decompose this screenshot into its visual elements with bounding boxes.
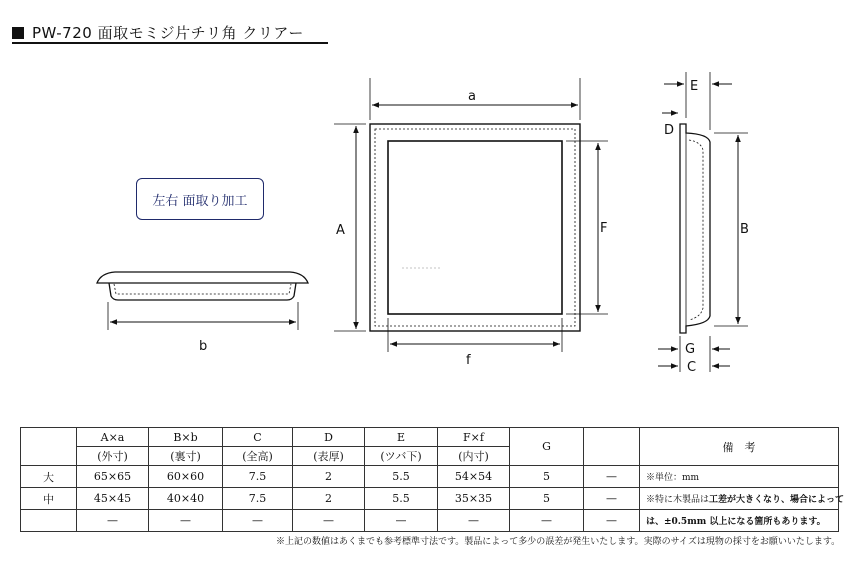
header-subcell: (表厚) (293, 447, 365, 466)
table-cell: — (438, 510, 510, 532)
table-cell: 5 (510, 466, 584, 488)
table-cell: 2 (293, 488, 365, 510)
header-cell: E (365, 428, 438, 447)
table-cell: — (223, 510, 293, 532)
header-cell (584, 428, 640, 466)
front-view (334, 78, 608, 352)
spec-table (20, 427, 845, 532)
remark-unit: ※単位：mm (640, 466, 839, 488)
header-cell: D (293, 428, 365, 447)
table-cell: — (584, 466, 640, 488)
header-subcell: (ツバ下) (365, 447, 438, 466)
table-cell: 35×35 (438, 488, 510, 510)
dim-G-label: G (685, 342, 696, 357)
table-cell: 54×54 (438, 466, 510, 488)
table-cell: — (77, 510, 149, 532)
remark-wood-prefix: ※特に木製品は (646, 495, 710, 505)
dim-C-label: C (687, 360, 697, 375)
table-cell: 5 (510, 488, 584, 510)
header-subcell: (全高) (223, 447, 293, 466)
header-cell: G (510, 428, 584, 466)
table-row (21, 466, 839, 488)
table-cell: 7.5 (223, 466, 293, 488)
row-label: 大 (21, 466, 77, 488)
row-label: 中 (21, 488, 77, 510)
table-cell: 7.5 (223, 488, 293, 510)
remark-tolerance (640, 510, 839, 532)
dim-E-label: E (690, 79, 699, 94)
table-cell: 45×45 (77, 488, 149, 510)
table-cell: 5.5 (365, 466, 438, 488)
dim-a-label: a (468, 89, 476, 104)
table-cell: — (365, 510, 438, 532)
side-profile-view (97, 272, 308, 330)
table-cell: — (149, 510, 223, 532)
dim-B-label: B (740, 222, 749, 237)
remark-tolerance-text: は、±0.5mm 以上になる箇所もあります。 (646, 517, 826, 527)
table-cell: 65×65 (77, 466, 149, 488)
dim-F-label: F (600, 221, 608, 236)
header-cell: B×b (149, 428, 223, 447)
table-cell: 60×60 (149, 466, 223, 488)
dim-A-label: A (336, 223, 345, 238)
table-row (21, 510, 839, 532)
corner-cell (21, 428, 77, 466)
dim-b-label: b (199, 339, 208, 354)
chamfer-note-box (136, 178, 264, 220)
dim-f-label: f (466, 353, 471, 368)
remark-wood-bold: 工差が大きくなり、場合によって (709, 495, 845, 505)
header-cell: F×f (438, 428, 510, 447)
table-cell: — (510, 510, 584, 532)
table-row (21, 488, 839, 510)
header-subcell: (裏寸) (149, 447, 223, 466)
table-cell: 40×40 (149, 488, 223, 510)
header-cell: A×a (77, 428, 149, 447)
header-subcell: (内寸) (438, 447, 510, 466)
table-cell: — (584, 510, 640, 532)
header-subcell: (外寸) (77, 447, 149, 466)
remarks-header: 備 考 (640, 428, 839, 466)
table-header-row (21, 428, 839, 447)
section-view (658, 72, 748, 372)
dim-D-label: D (664, 123, 675, 138)
table-cell: — (293, 510, 365, 532)
chamfer-note-text: 左右 面取り加工 (152, 193, 248, 209)
table-cell: 5.5 (365, 488, 438, 510)
table-cell: 2 (293, 466, 365, 488)
remark-wood (640, 488, 845, 510)
table-cell: — (584, 488, 640, 510)
title-text: PW-720 面取モミジ片チリ角 クリアー (32, 24, 304, 42)
footnote: ※上記の数値はあくまでも参考標準寸法です。製品によって多少の誤差が発生いたします。実際のサイズは現物の採寸をお願いいたします。 (276, 537, 841, 547)
header-cell: C (223, 428, 293, 447)
row-label (21, 510, 77, 532)
